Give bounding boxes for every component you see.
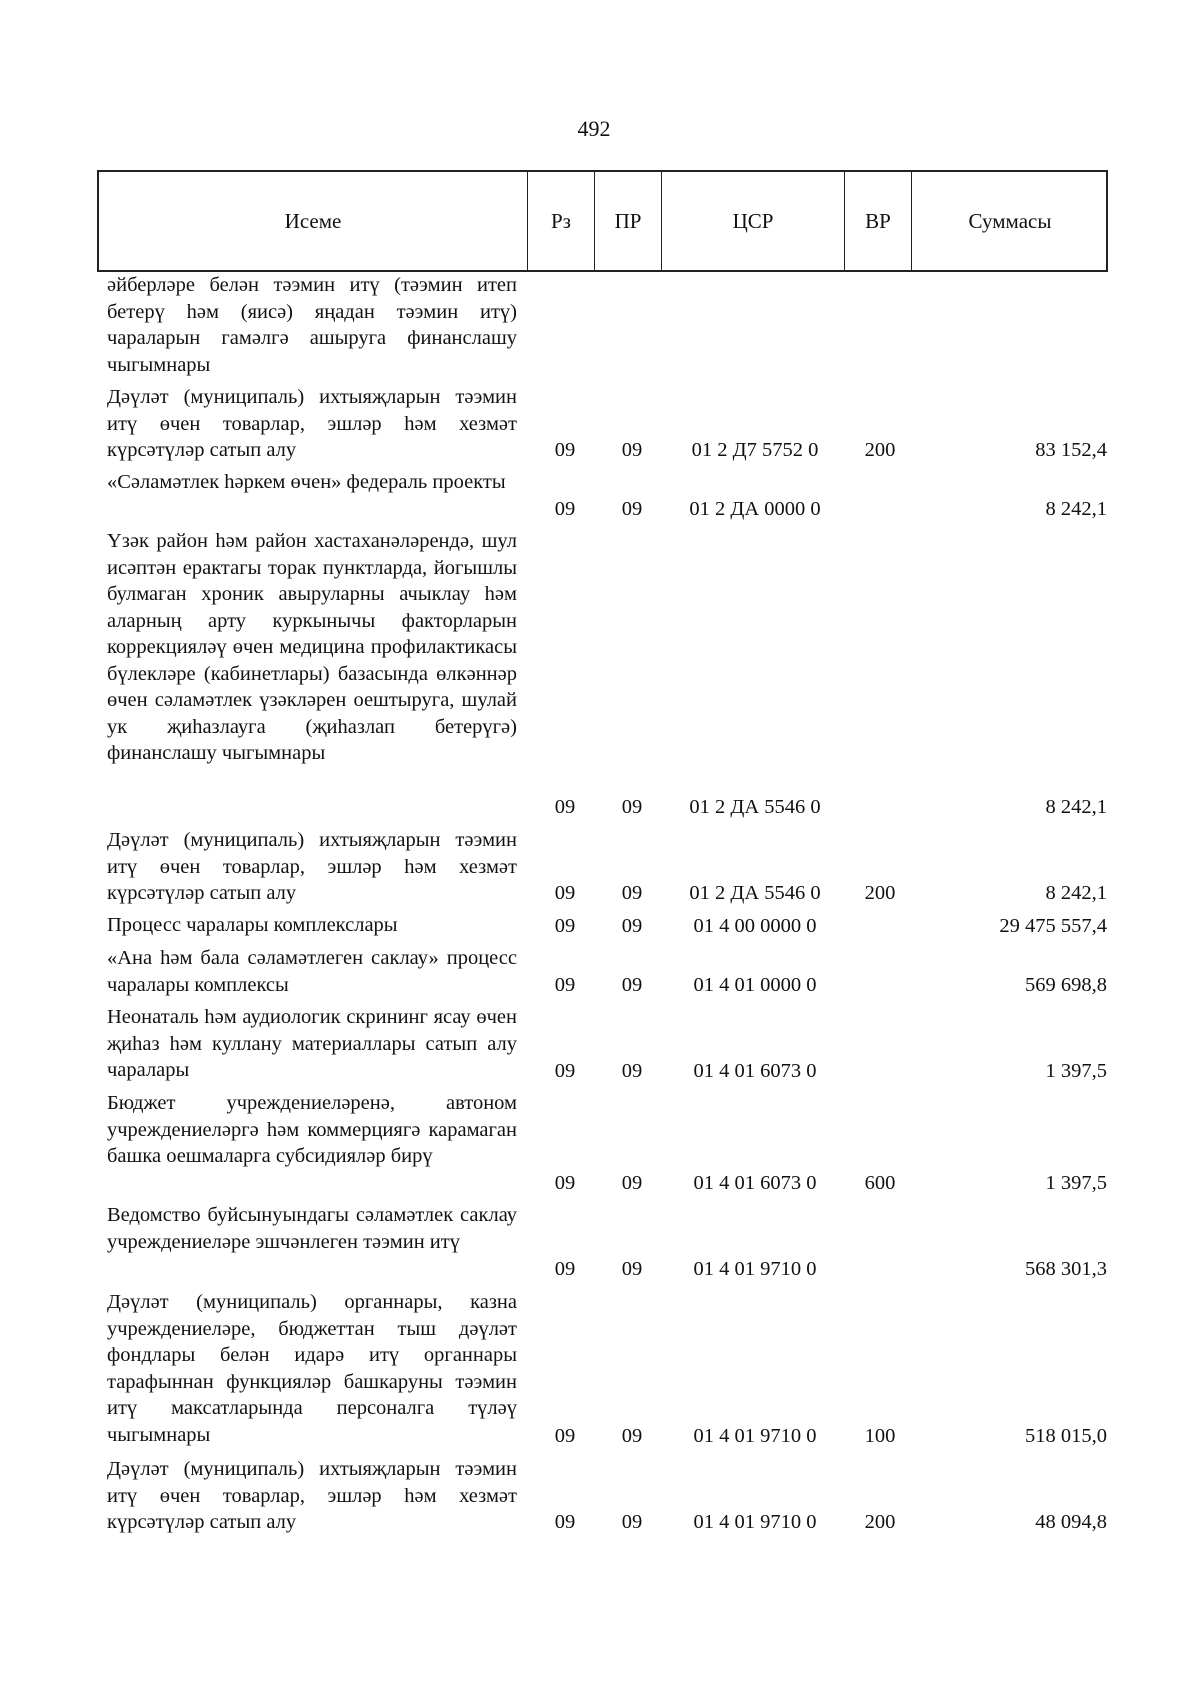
- table-row: [0, 1090, 1200, 1196]
- row-name: әйберләре белән тәэмин итү (тәэмин итеп бетерү һәм (яисә) яңадан тәэмин итү) чараларын гамәлгә ашыруга финанслашу чыгымнары: [107, 274, 517, 376]
- row-csr: 01 2 ДА 5546 0: [689, 795, 821, 818]
- row-csr: 01 4 01 6073 0: [693, 1059, 817, 1082]
- table-row: [0, 1456, 1200, 1535]
- row-vr: 200: [864, 881, 896, 904]
- table-row: [0, 827, 1200, 906]
- table-row: [0, 528, 1200, 820]
- row-pr: 09: [621, 1510, 643, 1533]
- row-csr: 01 2 Д7 5752 0: [691, 438, 819, 461]
- header-sum: Суммасы: [911, 172, 1108, 270]
- row-vr: 200: [864, 438, 896, 461]
- row-sum: 8 242,1: [1045, 497, 1107, 520]
- row-name: Неонаталь һәм аудиологик скрининг ясау өчен җиһаз һәм куллану материаллары сатып алу чаралары: [107, 1006, 517, 1081]
- row-name: Дәүләт (муниципаль) ихтыяҗларын тәэмин итү өчен товарлар, эшләр һәм хезмәт күрсәтүләр сатып алу: [107, 1458, 517, 1533]
- row-name: Ведомство буйсынуындагы сәламәтлек саклау учреждениеләре эшчәнлеген тәэмин итү: [107, 1204, 517, 1253]
- row-csr: 01 4 01 9710 0: [693, 1424, 817, 1447]
- row-rz: 09: [554, 1059, 576, 1082]
- row-rz: 09: [554, 1424, 576, 1447]
- row-csr: 01 4 01 9710 0: [693, 1257, 817, 1280]
- row-rz: 09: [554, 881, 576, 904]
- header-vr: ВР: [844, 172, 911, 270]
- header-name: Исеме: [284, 208, 342, 233]
- row-csr: 01 2 ДА 5546 0: [689, 881, 821, 904]
- row-vr: 100: [864, 1424, 896, 1447]
- row-vr: 200: [864, 1510, 896, 1533]
- row-name: «Сәламәтлек һәркем өчен» федераль проекты: [107, 471, 506, 493]
- row-sum: 83 152,4: [1035, 438, 1107, 461]
- row-vr: 600: [864, 1171, 896, 1194]
- table-row: [0, 912, 1200, 939]
- row-name: Дәүләт (муниципаль) органнары, казна учреждениеләре, бюджеттан тыш дәүләт фондлары белән идарә итү органнары тарафыннан функцияләр башкаруны тәэмин итү максатларында персоналга түләү чыгымнары: [107, 1291, 517, 1446]
- row-rz: 09: [554, 795, 576, 818]
- row-pr: 09: [621, 881, 643, 904]
- row-pr: 09: [621, 1059, 643, 1082]
- row-pr: 09: [621, 973, 643, 996]
- row-pr: 09: [621, 795, 643, 818]
- row-csr: 01 4 01 0000 0: [693, 973, 817, 996]
- row-sum: 48 094,8: [1035, 1510, 1107, 1533]
- row-pr: 09: [621, 914, 643, 937]
- header-rz: Рз: [527, 172, 594, 270]
- row-pr: 09: [621, 1424, 643, 1447]
- table-row: [0, 1289, 1200, 1449]
- row-rz: 09: [554, 973, 576, 996]
- row-csr: 01 4 01 6073 0: [693, 1171, 817, 1194]
- row-rz: 09: [554, 1257, 576, 1280]
- row-sum: 569 698,8: [1025, 973, 1107, 996]
- row-csr: 01 2 ДА 0000 0: [689, 497, 821, 520]
- row-rz: 09: [554, 1510, 576, 1533]
- table-row: [0, 272, 1200, 378]
- header-pr: ПР: [594, 172, 661, 270]
- row-name: Дәүләт (муниципаль) ихтыяҗларын тәэмин итү өчен товарлар, эшләр һәм хезмәт күрсәтүләр сатып алу: [107, 829, 517, 904]
- row-sum: 8 242,1: [1045, 881, 1107, 904]
- row-name: Дәүләт (муниципаль) ихтыяҗларын тәэмин итү өчен товарлар, эшләр һәм хезмәт күрсәтүләр сатып алу: [107, 386, 517, 461]
- row-sum: 1 397,5: [1045, 1059, 1107, 1082]
- row-pr: 09: [621, 438, 643, 461]
- table-header: [97, 170, 1108, 272]
- row-rz: 09: [554, 1171, 576, 1194]
- row-sum: 568 301,3: [1025, 1257, 1107, 1280]
- row-rz: 09: [554, 914, 576, 937]
- page-number: 492: [577, 116, 611, 141]
- table-row: [0, 384, 1200, 463]
- table-row: [0, 1202, 1200, 1282]
- row-name: Бюджет учреждениеләренә, автоном учреждениеләргә һәм коммерциягә карамаган башка оешмаларга субсидияләр бирү: [107, 1092, 517, 1167]
- table-row: [0, 945, 1200, 998]
- row-sum: 8 242,1: [1045, 795, 1107, 818]
- row-sum: 518 015,0: [1025, 1424, 1107, 1447]
- row-pr: 09: [621, 1257, 643, 1280]
- table-row: [0, 1004, 1200, 1084]
- row-sum: 29 475 557,4: [999, 914, 1107, 937]
- table-row: [0, 469, 1200, 522]
- row-name: Үзәк район һәм район хастаханәләрендә, шул исәптән ерактагы торак пунктларда, йогышлы булмаган хроник авыруларны ачыклау һәм аларның арту куркынычы факторларын коррекцияләү өчен медицина профилактикасы бүлекләре (кабинетлары) базасында өлкәннәр өчен сәламәтлек үзәкләрен оештыруга, шулай ук җиһазлауга (җиһазлап бетерүгә) финанслашу чыгымнары: [107, 530, 517, 764]
- row-pr: 09: [621, 497, 643, 520]
- row-name: «Ана һәм бала сәламәтлеген саклау» процесс чаралары комплексы: [107, 947, 517, 996]
- row-csr: 01 4 01 9710 0: [693, 1510, 817, 1533]
- row-pr: 09: [621, 1171, 643, 1194]
- row-rz: 09: [554, 438, 576, 461]
- row-rz: 09: [554, 497, 576, 520]
- row-csr: 01 4 00 0000 0: [693, 914, 817, 937]
- row-name: Процесс чаралары комплекслары: [107, 914, 398, 936]
- header-csr: ЦСР: [661, 172, 844, 270]
- row-sum: 1 397,5: [1045, 1171, 1107, 1194]
